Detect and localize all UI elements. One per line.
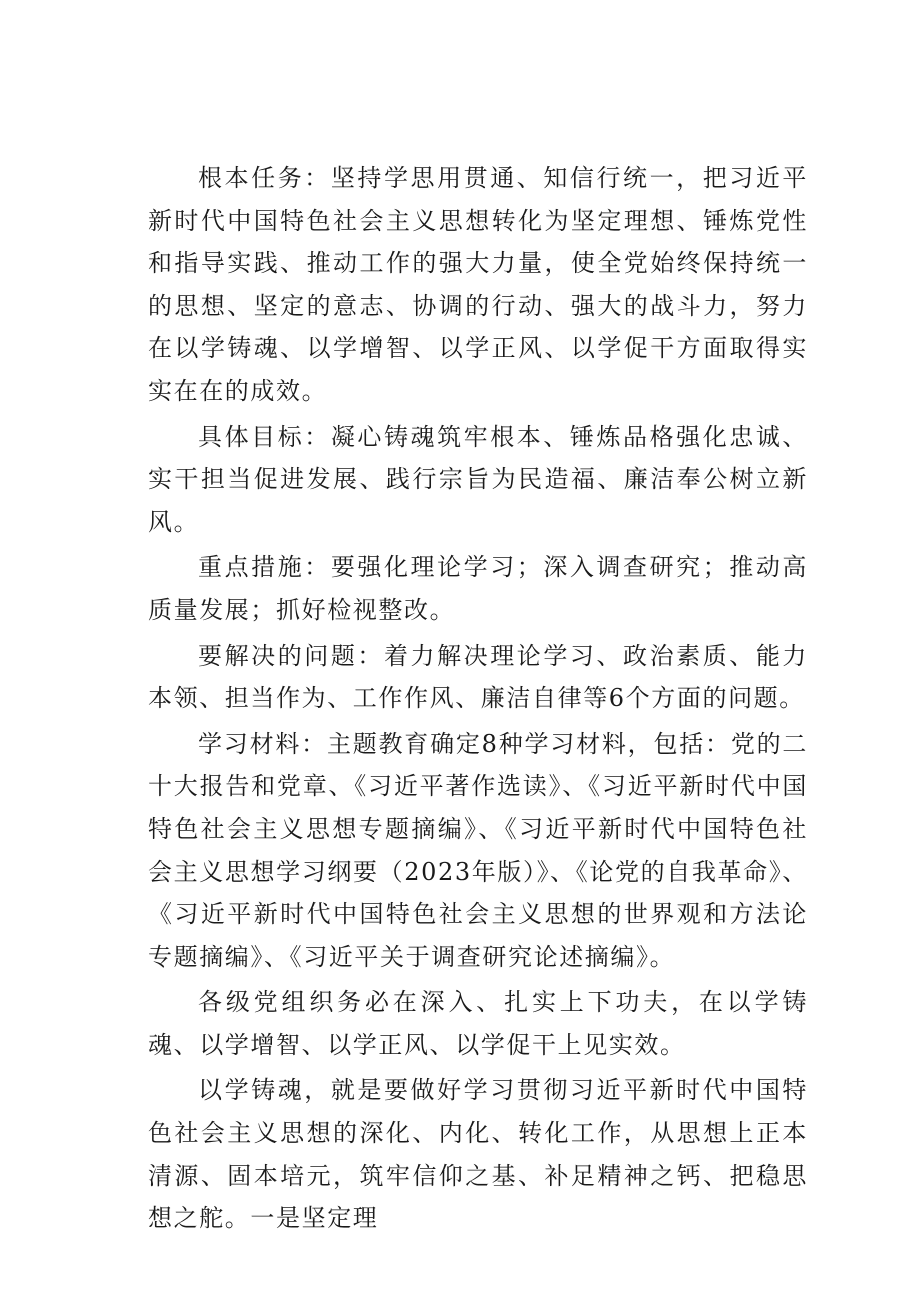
paragraph-party-organizations: 各级党组织务必在深入、扎实上下功夫，在以学铸魂、以学增智、以学正风、以学促干上见实效。 xyxy=(148,988,808,1059)
paragraph-fundamental-task: 根本任务：坚持学思用贯通、知信行统一，把习近平新时代中国特色社会主义思想转化为坚定理想、锤炼党性和指导实践、推动工作的强大力量，使全党始终保持统一的思想、坚定的意志、协调的行动、强大的战斗力，努力在以学铸魂、以学增智、以学正风、以学促干方面取得实实在在的成效。 xyxy=(148,164,808,405)
paragraph-key-measures: 重点措施：要强化理论学习；深入调查研究；推动高质量发展；抓好检视整改。 xyxy=(148,553,808,624)
paragraph-study-materials: 学习材料：主题教育确定8种学习材料，包括：党的二十大报告和党章、《习近平著作选读》、《习近平新时代中国特色社会主义思想专题摘编》、《习近平新时代中国特色社会主义思想学习纲要（2023年版）》、《论党的自我革命》、《习近平新时代中国特色社会主义思想的世界观和方法论专题摘编》、《习近平关于调查研究论述摘编》。 xyxy=(148,729,808,971)
paragraph-problems-to-solve: 要解决的问题：着力解决理论学习、政治素质、能力本领、担当作为、工作作风、廉洁自律等6个方面的问题。 xyxy=(148,641,808,713)
paragraph-specific-goals: 具体目标：凝心铸魂筑牢根本、锤炼品格强化忠诚、实干担当促进发展、践行宗旨为民造福、廉洁奉公树立新风。 xyxy=(148,422,808,536)
document-body xyxy=(148,157,808,1243)
paragraph-learning-soul: 以学铸魂，就是要做好学习贯彻习近平新时代中国特色社会主义思想的深化、内化、转化工作，从思想上正本清源、固本培元，筑牢信仰之基、补足精神之钙、把稳思想之舵。一是坚定理 xyxy=(148,1076,808,1233)
